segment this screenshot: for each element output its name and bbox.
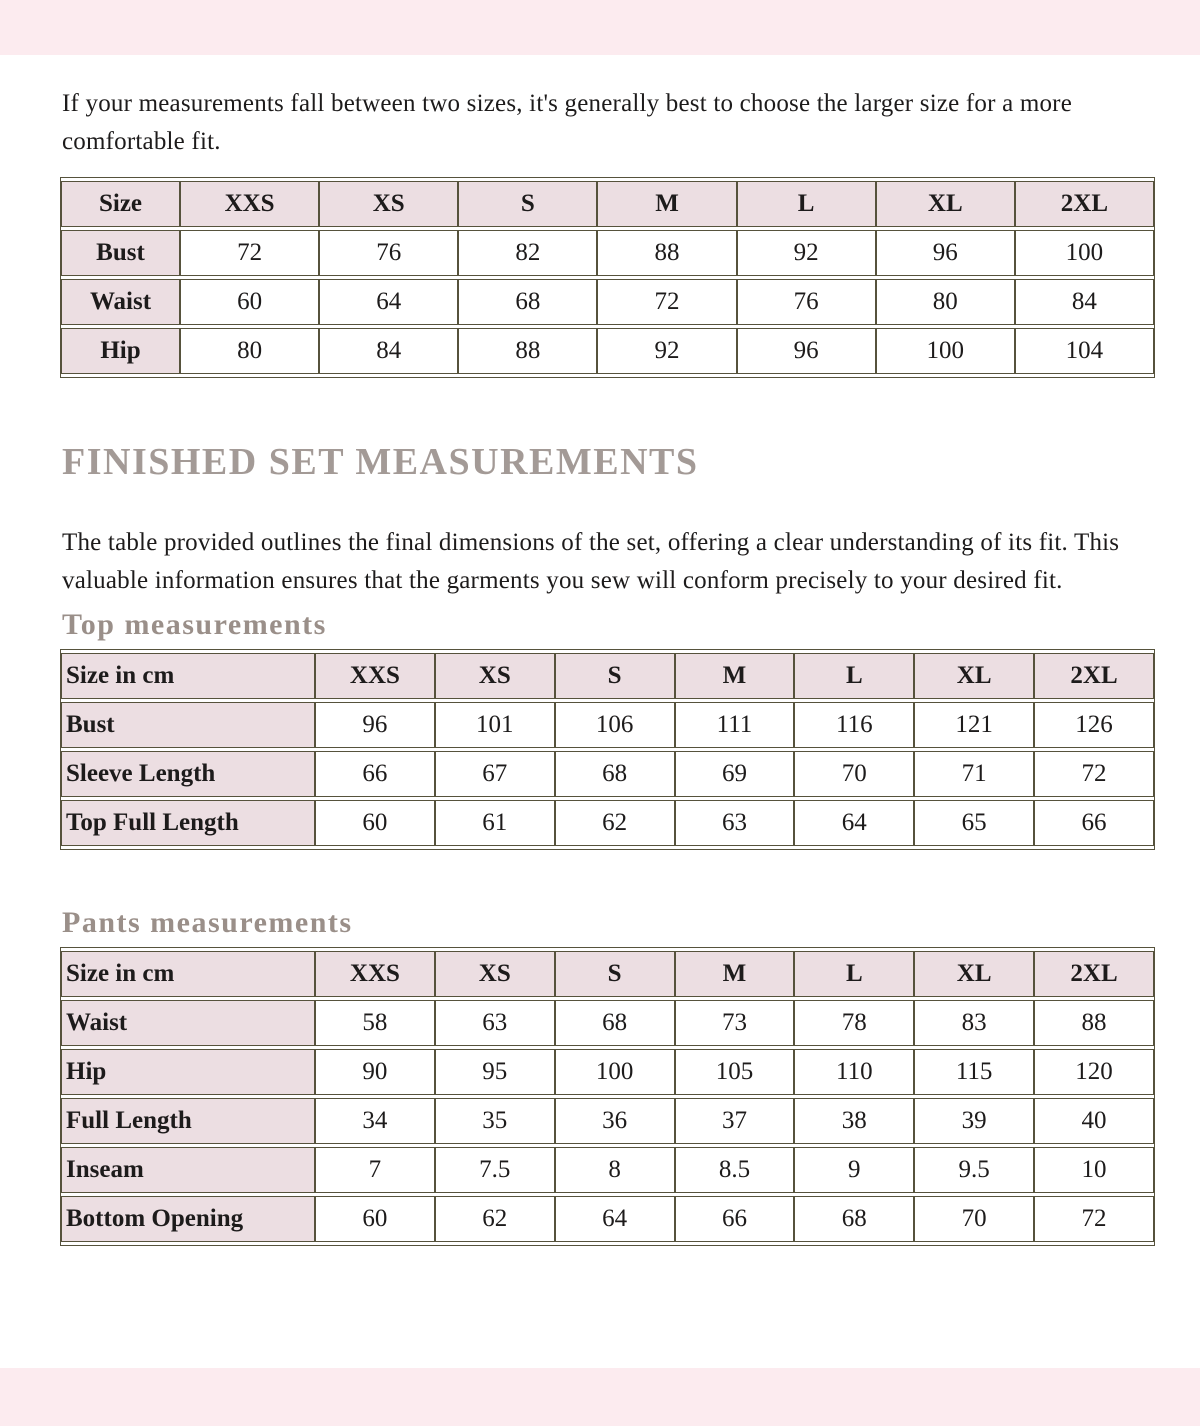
value-cell: 66	[675, 1196, 795, 1242]
row-label-cell: Sleeve Length	[61, 751, 315, 797]
value-cell: 72	[180, 230, 319, 276]
measurement-row	[61, 1098, 1154, 1144]
value-cell: 7.5	[435, 1147, 555, 1193]
body-measurements-table	[60, 177, 1155, 378]
size-header-cell: XXS	[180, 181, 319, 227]
value-cell: 76	[737, 279, 876, 325]
value-cell: 37	[675, 1098, 795, 1144]
value-cell: 88	[458, 328, 597, 374]
row-label-cell: Bust	[61, 230, 180, 276]
value-cell: 121	[914, 702, 1034, 748]
page-margin-top	[0, 0, 1200, 55]
pants-measurements-table	[60, 947, 1155, 1246]
value-cell: 68	[555, 751, 675, 797]
corner-header-cell: Size	[61, 181, 180, 227]
row-label-cell: Waist	[61, 1000, 315, 1046]
pants-measurements-heading: Pants measurements	[62, 906, 353, 939]
size-header-cell: XL	[876, 181, 1015, 227]
measurement-row	[61, 1196, 1154, 1242]
value-cell: 80	[876, 279, 1015, 325]
size-header-cell: M	[675, 951, 795, 997]
value-cell: 96	[876, 230, 1015, 276]
value-cell: 71	[914, 751, 1034, 797]
value-cell: 63	[675, 800, 795, 846]
value-cell: 65	[914, 800, 1034, 846]
value-cell: 126	[1034, 702, 1154, 748]
measurement-row	[61, 1049, 1154, 1095]
measurement-row	[61, 702, 1154, 748]
value-cell: 115	[914, 1049, 1034, 1095]
measurement-row	[61, 800, 1154, 846]
header-row	[61, 181, 1154, 227]
value-cell: 60	[180, 279, 319, 325]
value-cell: 82	[458, 230, 597, 276]
size-header-cell: XS	[319, 181, 458, 227]
size-header-cell: 2XL	[1015, 181, 1154, 227]
value-cell: 100	[555, 1049, 675, 1095]
value-cell: 116	[794, 702, 914, 748]
value-cell: 76	[319, 230, 458, 276]
row-label-cell: Hip	[61, 328, 180, 374]
value-cell: 64	[319, 279, 458, 325]
value-cell: 69	[675, 751, 795, 797]
paper-content	[0, 55, 1200, 1368]
finished-set-measurements-heading: FINISHED SET MEASUREMENTS	[62, 441, 699, 483]
value-cell: 38	[794, 1098, 914, 1144]
value-cell: 88	[1034, 1000, 1154, 1046]
size-header-cell: S	[555, 951, 675, 997]
header-row	[61, 653, 1154, 699]
value-cell: 60	[315, 1196, 435, 1242]
top-measurements-heading: Top measurements	[62, 608, 327, 641]
row-label-cell: Waist	[61, 279, 180, 325]
sizing-advice-note: If your measurements fall between two sizes, it's generally best to choose the larger size for a more comfortable fit.	[62, 90, 1073, 155]
value-cell: 64	[555, 1196, 675, 1242]
row-label-cell: Hip	[61, 1049, 315, 1095]
value-cell: 68	[458, 279, 597, 325]
value-cell: 58	[315, 1000, 435, 1046]
value-cell: 84	[1015, 279, 1154, 325]
value-cell: 70	[914, 1196, 1034, 1242]
size-header-cell: 2XL	[1034, 653, 1154, 699]
value-cell: 104	[1015, 328, 1154, 374]
header-row	[61, 951, 1154, 997]
corner-header-cell: Size in cm	[61, 653, 315, 699]
value-cell: 101	[435, 702, 555, 748]
value-cell: 100	[1015, 230, 1154, 276]
size-header-cell: M	[675, 653, 795, 699]
size-header-cell: XL	[914, 951, 1034, 997]
size-header-cell: L	[737, 181, 876, 227]
value-cell: 40	[1034, 1098, 1154, 1144]
value-cell: 70	[794, 751, 914, 797]
value-cell: 88	[597, 230, 736, 276]
value-cell: 10	[1034, 1147, 1154, 1193]
value-cell: 73	[675, 1000, 795, 1046]
value-cell: 62	[555, 800, 675, 846]
row-label-cell: Inseam	[61, 1147, 315, 1193]
value-cell: 78	[794, 1000, 914, 1046]
row-label-cell: Bottom Opening	[61, 1196, 315, 1242]
value-cell: 72	[1034, 751, 1154, 797]
value-cell: 80	[180, 328, 319, 374]
size-header-cell: M	[597, 181, 736, 227]
top-measurements-table	[60, 649, 1155, 850]
value-cell: 61	[435, 800, 555, 846]
value-cell: 96	[737, 328, 876, 374]
value-cell: 83	[914, 1000, 1034, 1046]
value-cell: 90	[315, 1049, 435, 1095]
size-header-cell: S	[555, 653, 675, 699]
measurement-row	[61, 1147, 1154, 1193]
page-margin-bottom	[0, 1368, 1200, 1426]
row-label-cell: Full Length	[61, 1098, 315, 1144]
value-cell: 7	[315, 1147, 435, 1193]
value-cell: 100	[876, 328, 1015, 374]
value-cell: 95	[435, 1049, 555, 1095]
value-cell: 62	[435, 1196, 555, 1242]
size-header-cell: S	[458, 181, 597, 227]
value-cell: 92	[737, 230, 876, 276]
size-header-cell: L	[794, 951, 914, 997]
value-cell: 34	[315, 1098, 435, 1144]
value-cell: 110	[794, 1049, 914, 1095]
size-header-cell: 2XL	[1034, 951, 1154, 997]
value-cell: 96	[315, 702, 435, 748]
size-header-cell: XS	[435, 951, 555, 997]
value-cell: 35	[435, 1098, 555, 1144]
value-cell: 8.5	[675, 1147, 795, 1193]
value-cell: 63	[435, 1000, 555, 1046]
value-cell: 64	[794, 800, 914, 846]
value-cell: 111	[675, 702, 795, 748]
value-cell: 72	[1034, 1196, 1154, 1242]
size-header-cell: XS	[435, 653, 555, 699]
value-cell: 8	[555, 1147, 675, 1193]
value-cell: 105	[675, 1049, 795, 1095]
value-cell: 68	[555, 1000, 675, 1046]
value-cell: 67	[435, 751, 555, 797]
size-header-cell: XXS	[315, 653, 435, 699]
value-cell: 66	[315, 751, 435, 797]
row-label-cell: Top Full Length	[61, 800, 315, 846]
measurement-row	[61, 230, 1154, 276]
measurement-row	[61, 328, 1154, 374]
value-cell: 9	[794, 1147, 914, 1193]
value-cell: 72	[597, 279, 736, 325]
measurement-row	[61, 279, 1154, 325]
size-header-cell: XXS	[315, 951, 435, 997]
value-cell: 68	[794, 1196, 914, 1242]
measurement-row	[61, 1000, 1154, 1046]
value-cell: 120	[1034, 1049, 1154, 1095]
value-cell: 84	[319, 328, 458, 374]
row-label-cell: Bust	[61, 702, 315, 748]
finished-set-description: The table provided outlines the final dimensions of the set, offering a clear understanding of its fit. This valuable information ensures that the garments you sew will conform precisely to your desired fit.	[62, 529, 1120, 594]
value-cell: 60	[315, 800, 435, 846]
measurement-row	[61, 751, 1154, 797]
value-cell: 9.5	[914, 1147, 1034, 1193]
value-cell: 36	[555, 1098, 675, 1144]
value-cell: 66	[1034, 800, 1154, 846]
value-cell: 92	[597, 328, 736, 374]
size-header-cell: L	[794, 653, 914, 699]
value-cell: 106	[555, 702, 675, 748]
size-header-cell: XL	[914, 653, 1034, 699]
value-cell: 39	[914, 1098, 1034, 1144]
corner-header-cell: Size in cm	[61, 951, 315, 997]
